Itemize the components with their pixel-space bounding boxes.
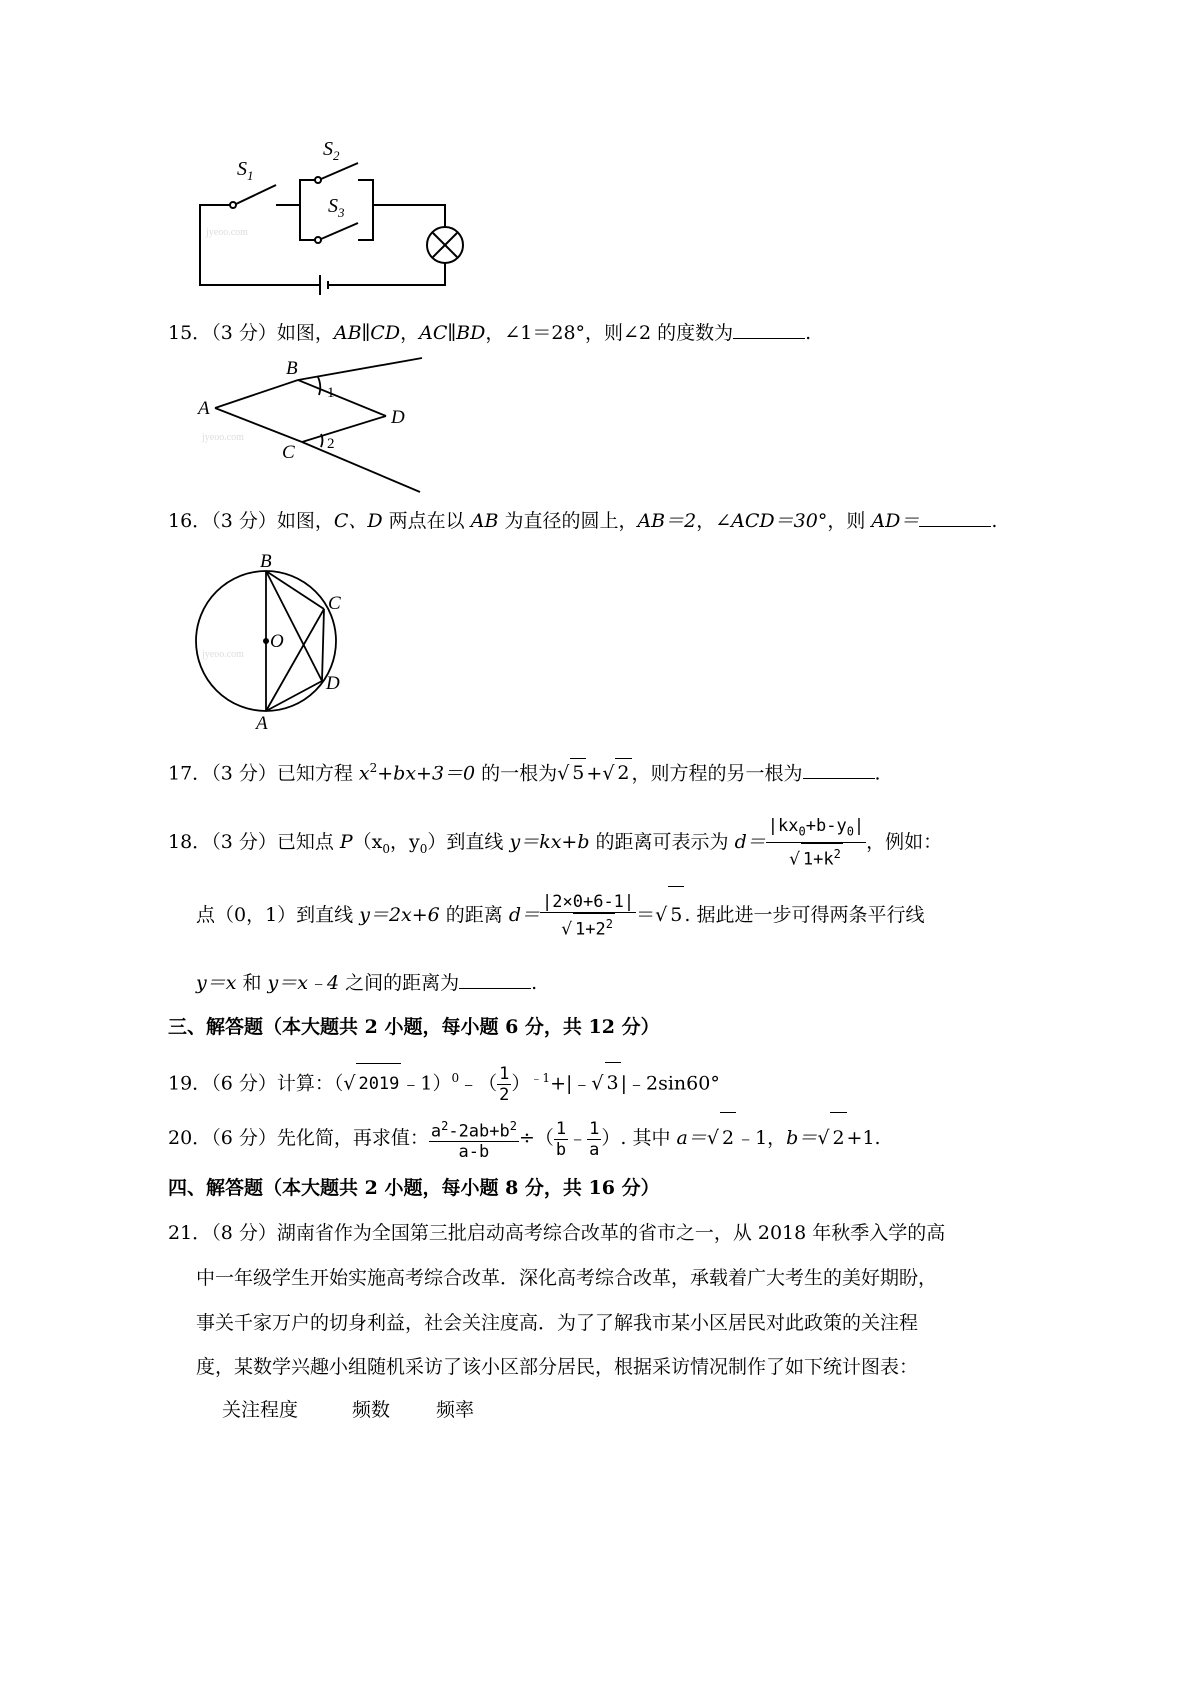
section-3-heading: 三、解答题（本大题共 2 小题，每小题 6 分，共 12 分） <box>168 1016 660 1038</box>
answer-blank[interactable] <box>803 758 875 779</box>
watermark: jyeoo.com <box>206 227 248 238</box>
label-angle-2: 2 <box>327 436 335 452</box>
table-header-frequency: 频数 <box>352 1399 391 1421</box>
label-a: A <box>256 713 268 734</box>
label-a: A <box>198 398 210 419</box>
label-c: C <box>328 593 341 614</box>
label-o: O <box>270 631 284 652</box>
answer-blank[interactable] <box>459 968 531 989</box>
question-17: 17．（3 分）已知方程 $x^2+bx+3=0$ 的一根为√ 5 +√ 2 ，则方程的另一根为 . <box>168 754 881 787</box>
question-20: 20．（6 分）先化简，再求值： $\frac{a^2-2ab+b^2}{a-b}$ ÷（ $\frac{1}{b}$ ﹣ $\frac{1}{a}$ ）. 其中 a＝√ 2 ﹣1，b＝√ 2 +1. <box>168 1112 881 1163</box>
label-s1: $S_1$ <box>237 158 254 183</box>
table-header-rate: 频率 <box>436 1399 475 1421</box>
question-18-line-3: y＝x 和 y＝x﹣4 之间的距离为 . <box>196 968 537 997</box>
question-19: 19．（6 分）计算：（√ 2019 ﹣1）$^0$﹣（ $\frac{1}{2}$ ）$^{﹣1}$+|﹣√ 3 |﹣2sin60° <box>168 1063 720 1105</box>
question-18-line-2: 点（0，1）到直线 y＝2x+6 的距离 d＝ $\frac{|2\times 0+6-1|}{√ 1+2^2}$ ＝√ 5 . 据此进一步可得两条平行线 <box>196 886 924 943</box>
answer-blank[interactable] <box>919 506 991 527</box>
label-b: B <box>286 358 298 379</box>
question-21-line-1: 21．（8 分）湖南省作为全国第三批启动高考综合改革的省市之一，从 2018 年秋季入学的高 <box>168 1222 946 1244</box>
answer-blank[interactable] <box>733 318 805 339</box>
label-s2: $S_2$ <box>323 138 340 163</box>
circuit-diagram <box>190 135 490 310</box>
question-16: 16．（3 分）如图，C、D 两点在以 AB 为直径的圆上，AB＝2，∠ACD＝30°，则 AD＝ . <box>168 506 997 535</box>
section-4-heading: 四、解答题（本大题共 2 小题，每小题 8 分，共 16 分） <box>168 1177 660 1199</box>
question-18: 18．（3 分）已知点 $P(x_0$，$y_0$）到直线 y＝kx+b 的距离可表示为 d＝ $\frac{|kx_0+b-y_0|}{√ 1+k^2}$ ，例如： <box>168 816 943 870</box>
table-header-attention: 关注程度 <box>222 1399 299 1421</box>
watermark: jyeoo.com <box>202 432 244 443</box>
label-d: D <box>326 673 340 694</box>
watermark: jyeoo.com <box>202 649 244 660</box>
question-21-line-4: 度，某数学兴趣小组随机采访了该小区部分居民，根据采访情况制作了如下统计图表： <box>196 1356 919 1378</box>
label-c: C <box>282 442 295 463</box>
label-s3: $S_3$ <box>328 195 345 220</box>
label-d: D <box>391 407 405 428</box>
distance-formula: $\frac{|kx_0+b-y_0|}{√ 1+k^2}$ <box>767 816 865 870</box>
question-15: 15．（3 分）如图，AB∥CD，AC∥BD，∠1＝28°，则∠2 的度数为 . <box>168 318 811 347</box>
example-formula: $\frac{|2\times 0+6-1|}{√ 1+2^2}$ <box>542 892 635 940</box>
angle-diagram <box>190 350 440 500</box>
question-21-line-2: 中一年级学生开始实施高考综合改革．深化高考综合改革，承载着广大考生的美好期盼， <box>196 1267 938 1289</box>
label-angle-1: 1 <box>327 385 335 401</box>
circle-diagram <box>190 545 370 735</box>
label-b: B <box>260 551 272 572</box>
question-21-line-3: 事关千家万户的切身利益，社会关注度高．为了了解我市某小区居民对此政策的关注程 <box>196 1312 919 1334</box>
